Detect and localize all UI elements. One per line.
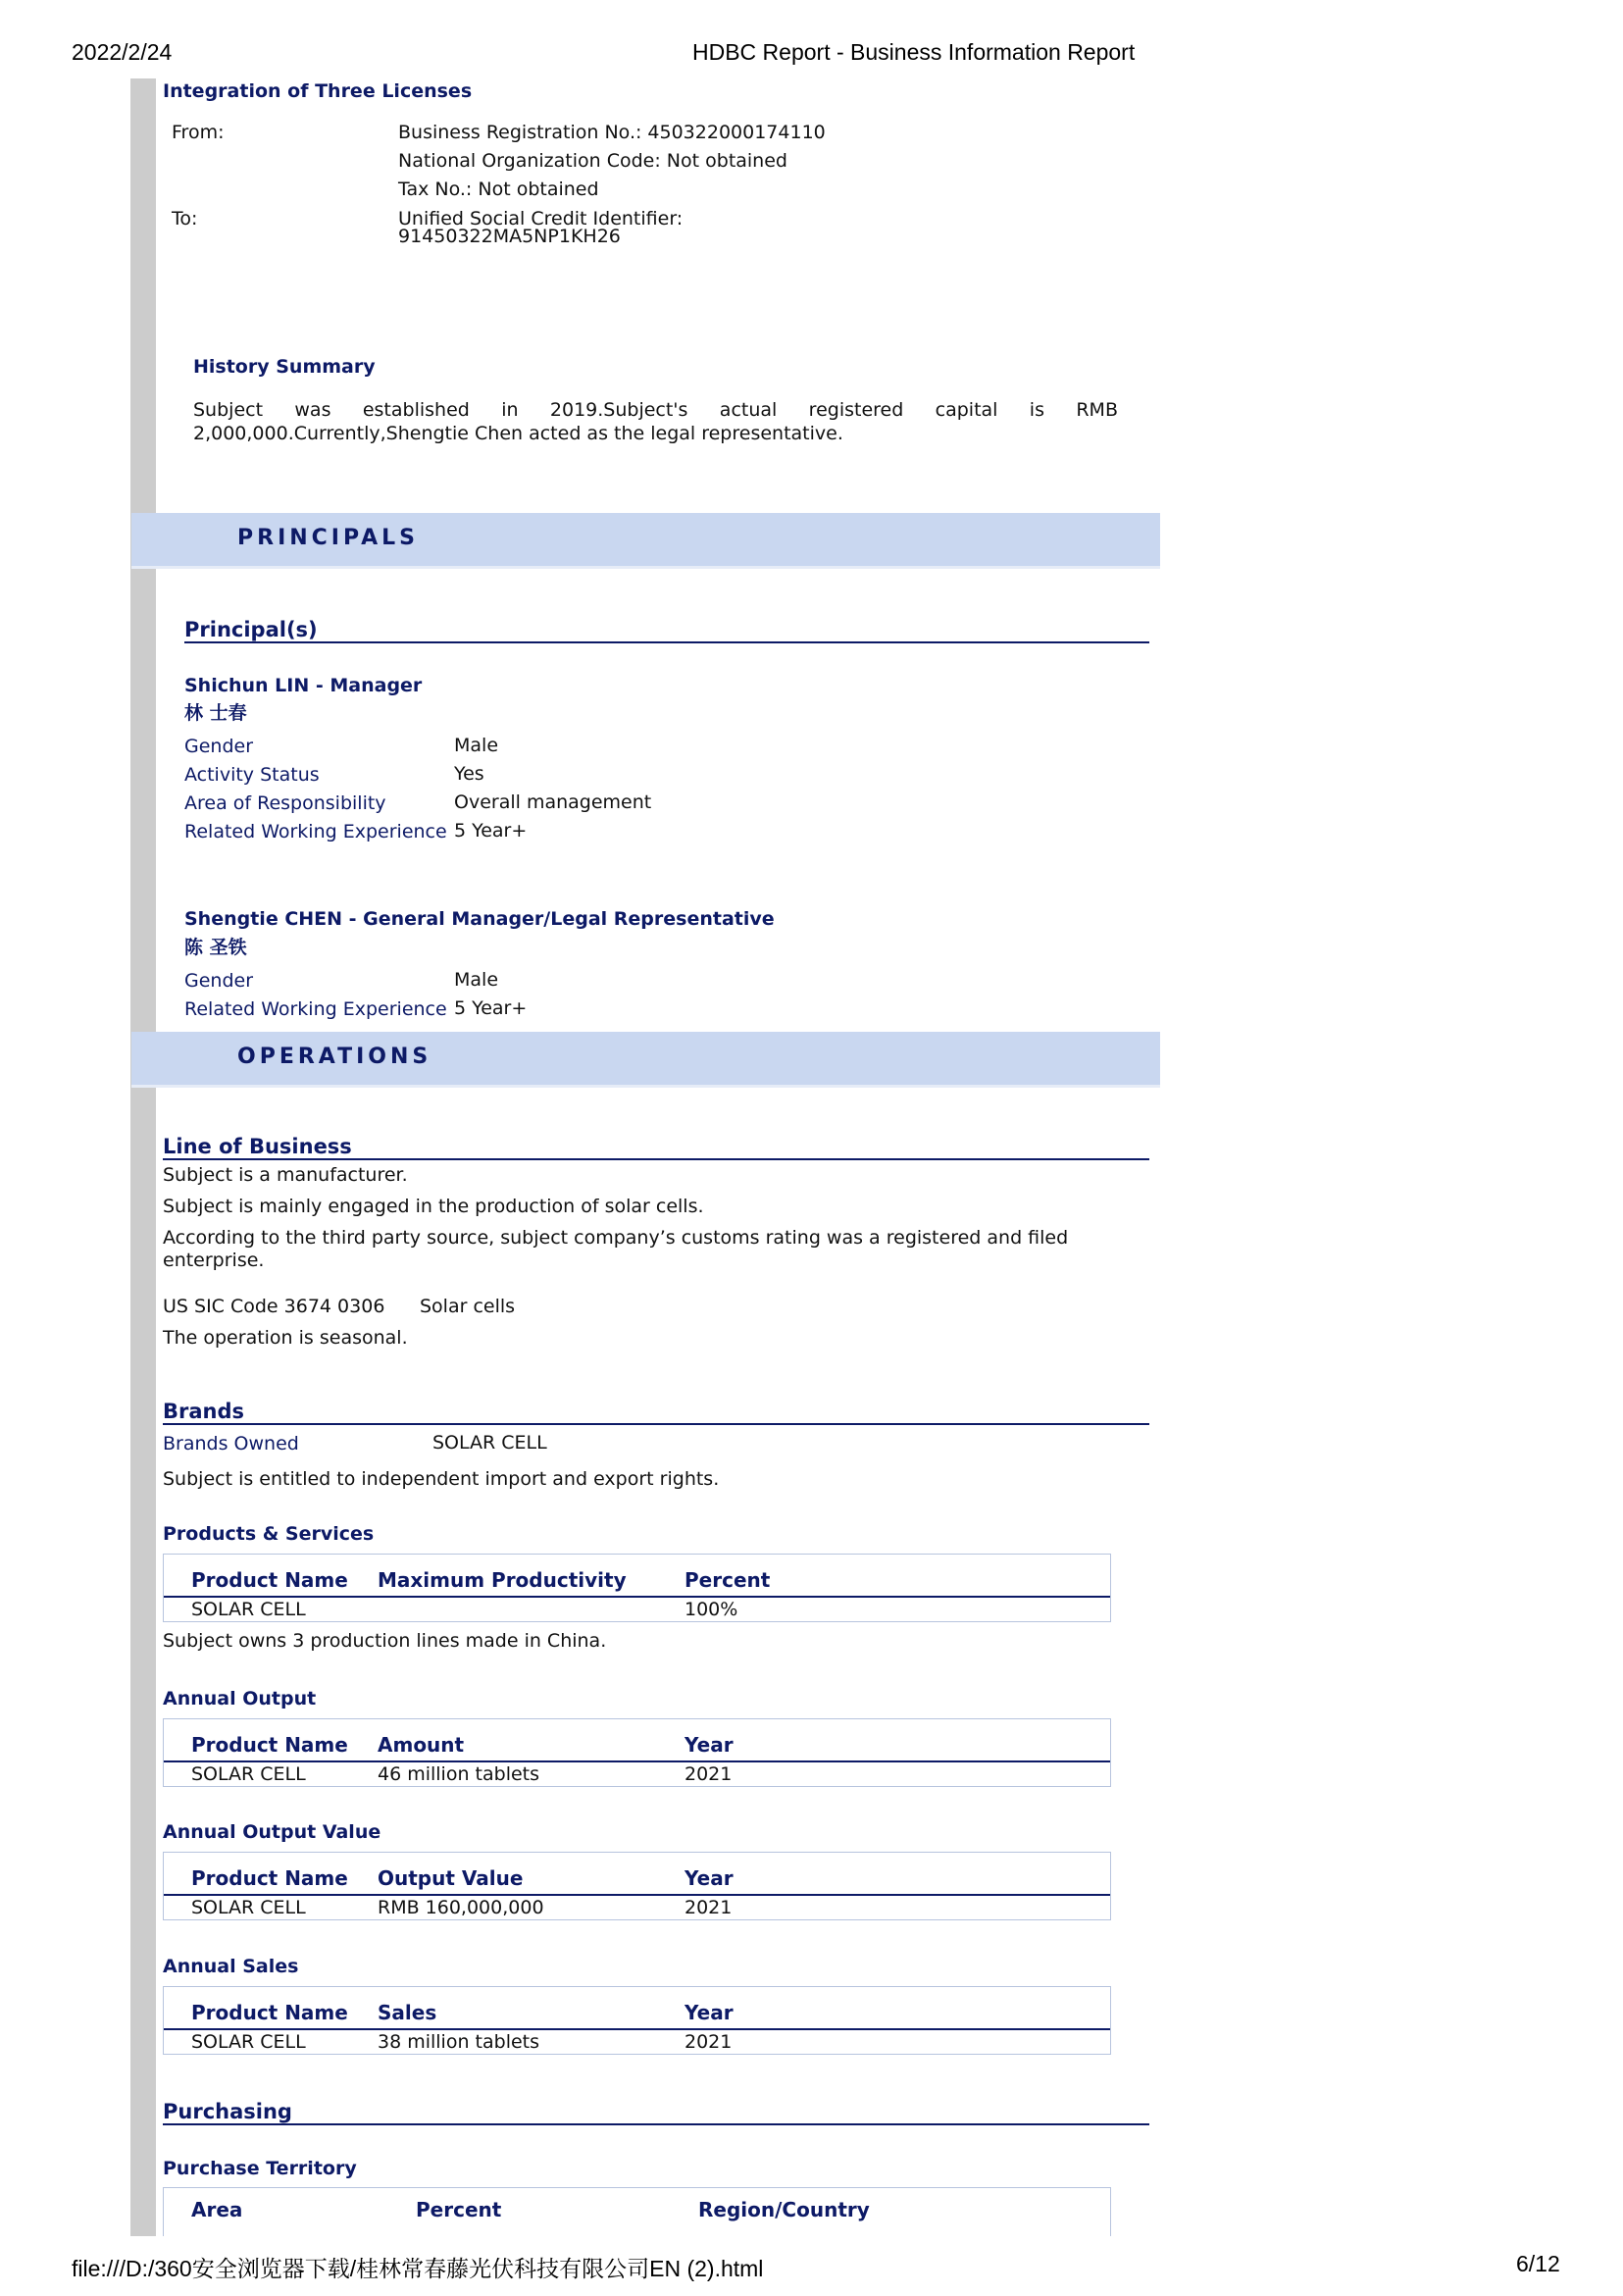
field-value: 5 Year+: [454, 820, 528, 842]
operations-banner-label: OPERATIONS: [237, 1045, 432, 1069]
table-header-rule: [164, 2028, 1110, 2030]
field-label: Activity Status: [184, 764, 320, 786]
table-header: Year: [685, 1866, 734, 1890]
table-cell: SOLAR CELL: [191, 1763, 306, 1785]
field-label: Related Working Experience: [184, 998, 447, 1020]
products-services-table: [163, 1554, 1111, 1622]
table-cell: 2021: [685, 1763, 733, 1785]
licenses-to-label: To:: [172, 208, 198, 230]
principal-name: Shengtie CHEN - General Manager/Legal Representative: [184, 908, 775, 930]
field-label: Related Working Experience: [184, 821, 447, 842]
table-cell: RMB 160,000,000: [378, 1897, 544, 1918]
field-value: Overall management: [454, 791, 652, 813]
field-label: Gender: [184, 970, 254, 992]
history-title: History Summary: [193, 356, 376, 378]
licenses-title: Integration of Three Licenses: [163, 80, 473, 102]
field-label: Gender: [184, 736, 254, 757]
brands-owned-value: SOLAR CELL: [432, 1432, 547, 1454]
table-header-rule: [164, 1894, 1110, 1896]
table-header: Product Name: [191, 1866, 348, 1890]
principal-name: Shichun LIN - Manager: [184, 675, 423, 696]
principals-section-title: Principal(s): [184, 618, 318, 641]
principal-native-name: 陈 圣铁: [184, 937, 247, 958]
table-title: Annual Output: [163, 1688, 317, 1709]
table-cell: SOLAR CELL: [191, 1599, 306, 1620]
table-header: Product Name: [191, 2001, 348, 2024]
purchase-territory-table: [163, 2187, 1111, 2236]
table-header-rule: [164, 1760, 1110, 1762]
page-number: 6/12: [1516, 2251, 1560, 2276]
field-label: Area of Responsibility: [184, 792, 386, 814]
print-title: HDBC Report - Business Information Report: [692, 39, 1136, 65]
annual-sales-table: [163, 1986, 1111, 2055]
principals-divider: [184, 641, 1149, 643]
print-date: 2022/2/24: [72, 39, 173, 65]
table-title: Annual Output Value: [163, 1821, 381, 1843]
brands-divider: [163, 1423, 1149, 1425]
file-path: file:///D:/360安全浏览器下载/桂林常春藤光伏科技有限公司EN (2).html: [72, 2256, 764, 2281]
business-line: Subject is a manufacturer.: [163, 1164, 408, 1186]
table-header: Product Name: [191, 1733, 348, 1757]
purchasing-title: Purchasing: [163, 2100, 292, 2123]
tax-no: Tax No.: Not obtained: [398, 179, 599, 200]
field-value: Yes: [454, 763, 484, 785]
table-header-rule: [164, 1596, 1110, 1598]
table-header: Sales: [378, 2001, 437, 2024]
sic-code: US SIC Code 3674 0306: [163, 1296, 385, 1317]
table-header: Region/Country: [698, 2198, 870, 2221]
annual-output-table: [163, 1718, 1111, 1787]
seasonal-note: The operation is seasonal.: [163, 1327, 408, 1349]
annual-output-value-table: [163, 1852, 1111, 1920]
trade-rights-note: Subject is entitled to independent import and export rights.: [163, 1468, 720, 1490]
table-header: Amount: [378, 1733, 465, 1757]
table-cell: 2021: [685, 1897, 733, 1918]
history-text: Subject was established in 2019.Subject's actual registered capital is RMB 2,000,000.Currently,Shengtie Chen acted as the legal representative.: [193, 399, 1118, 444]
principals-banner: [131, 513, 1160, 566]
table-header: Output Value: [378, 1866, 524, 1890]
table-title: Products & Services: [163, 1523, 375, 1545]
table-header: Percent: [685, 1568, 771, 1592]
field-value: Male: [454, 969, 499, 991]
table-title: Annual Sales: [163, 1956, 299, 1977]
table-cell: SOLAR CELL: [191, 1897, 306, 1918]
principals-banner-label: PRINCIPALS: [237, 526, 419, 550]
line-of-business-divider: [163, 1158, 1149, 1160]
unified-credit-label: Unified Social Credit Identifier:: [398, 208, 684, 230]
table-header: Year: [685, 2001, 734, 2024]
principal-native-name: 林 士春: [184, 702, 247, 724]
table-cell: 46 million tablets: [378, 1763, 540, 1785]
table-header: Percent: [416, 2198, 502, 2221]
brands-title: Brands: [163, 1400, 245, 1423]
table-header: Product Name: [191, 1568, 348, 1592]
table-cell: SOLAR CELL: [191, 2031, 306, 2053]
table-cell: 100%: [685, 1599, 738, 1620]
brands-owned-label: Brands Owned: [163, 1433, 299, 1454]
business-line: According to the third party source, subject company’s customs rating was a registered and filed enterprise.: [163, 1227, 1069, 1271]
production-lines-note: Subject owns 3 production lines made in China.: [163, 1630, 607, 1652]
business-line: Subject is mainly engaged in the production of solar cells.: [163, 1196, 704, 1217]
left-gray-bar: [130, 78, 156, 2236]
purchase-territory-title: Purchase Territory: [163, 2158, 357, 2179]
table-header: Year: [685, 1733, 734, 1757]
operations-banner: [131, 1032, 1160, 1085]
business-registration-no: Business Registration No.: 450322000174110: [398, 122, 826, 143]
table-cell: 2021: [685, 2031, 733, 2053]
table-header: Area: [191, 2198, 243, 2221]
field-value: 5 Year+: [454, 997, 528, 1019]
field-value: Male: [454, 735, 499, 756]
line-of-business-title: Line of Business: [163, 1135, 352, 1158]
licenses-from-label: From:: [172, 122, 225, 143]
national-organization-code: National Organization Code: Not obtained: [398, 150, 787, 172]
table-cell: 38 million tablets: [378, 2031, 540, 2053]
table-header: Maximum Productivity: [378, 1568, 627, 1592]
unified-credit-identifier: 91450322MA5NP1KH26: [398, 226, 621, 247]
sic-description: Solar cells: [420, 1296, 516, 1317]
purchasing-divider: [163, 2123, 1149, 2125]
